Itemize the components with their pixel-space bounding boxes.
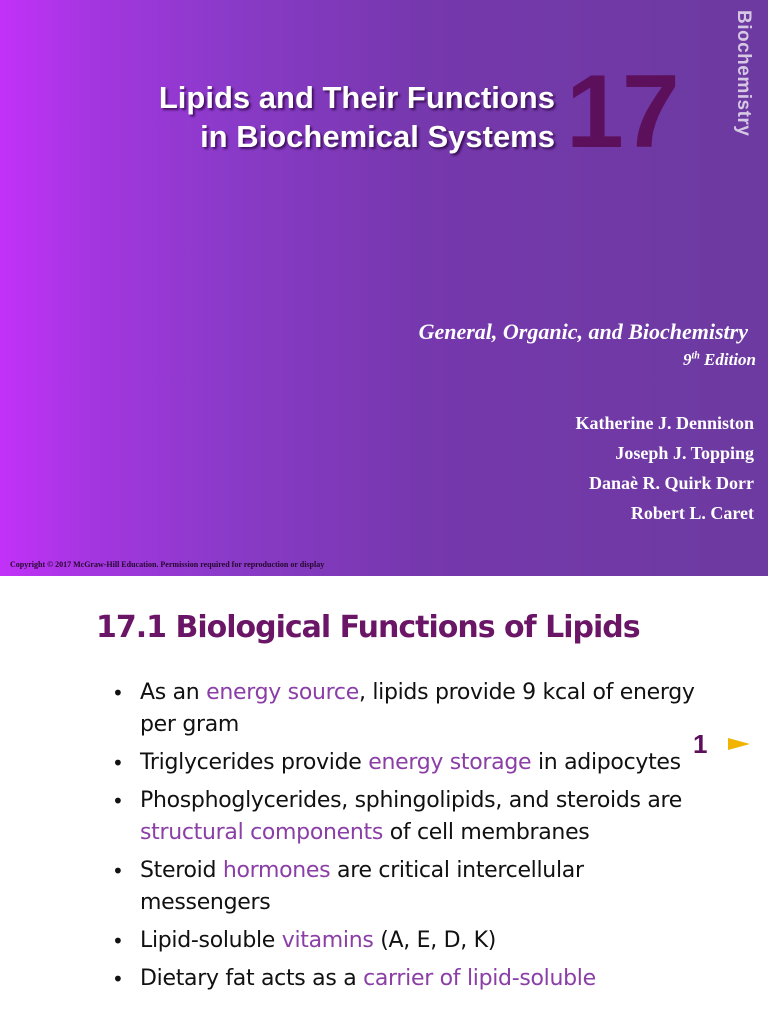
bullet-item: • As an energy source, lipids provide 9 kcal of energy per gram [110,677,710,741]
bullet-item: • Phosphoglycerides, sphingolipids, and steroids are structural components of cell membranes [110,785,710,849]
bullet-list [110,677,710,1001]
edition-word: Edition [704,350,756,369]
slide-title [159,78,555,156]
page-number: 1 [693,729,708,759]
highlight-term: vitamins [281,928,374,953]
highlight-term: structural components [140,820,383,845]
bullet-item: • Lipid-soluble vitamins (A, E, D, K) [110,925,710,957]
title-line-1: Lipids and Their Functions [158,80,555,115]
bullet-item: • Triglycerides provide energy storage in adipocytes [110,747,710,779]
edition-number: 9 [682,350,692,369]
edition [683,350,756,370]
author: Robert L. Caret [630,503,754,523]
side-label [730,10,756,170]
title-line-2: in Biochemical Systems [200,119,555,154]
highlight-term: hormones [222,858,331,883]
highlight-term: energy storage [368,750,532,775]
book-title: General, Organic, and Biochemistry [418,319,748,344]
author: Danaè R. Quirk Dorr [589,473,754,493]
author: Joseph J. Topping [615,443,754,463]
highlight-term: energy source [206,680,359,705]
content-slide [0,576,768,1024]
next-arrow-icon[interactable] [728,737,750,751]
side-label-text: Biochemistry [733,10,754,137]
author-list [575,408,754,528]
chapter-number: 17 [566,54,678,170]
edition-suffix: th [691,350,700,362]
section-heading: 17.1 Biological Functions of Lipids [96,610,640,645]
author: Katherine J. Denniston [575,413,754,433]
copyright-notice: Copyright © 2017 McGraw-Hill Education. Permission required for reproduction or display [10,560,325,569]
highlight-term: carrier of lipid-soluble [363,966,596,991]
bullet-item: • Dietary fat acts as a carrier of lipid-soluble [110,963,710,995]
bullet-item: • Steroid hormones are critical intercellular messengers [110,855,710,919]
